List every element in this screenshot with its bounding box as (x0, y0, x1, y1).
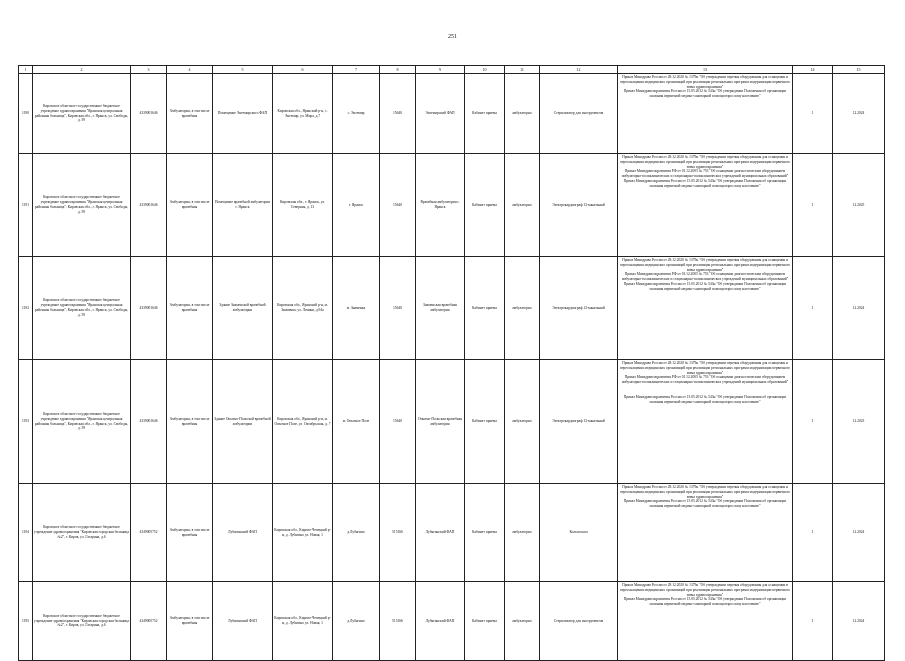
premises-cell: Помещение Энтемирского ФАП (213, 74, 273, 154)
deadline-cell: 12.2024 (833, 74, 885, 154)
premises-cell: Помещение врачебной амбулатории г. Яранск (213, 154, 273, 257)
quantity-cell: 1 (793, 582, 833, 661)
premises-cell: Лубягинский ФАП (213, 484, 273, 582)
equipment-name-cell: Электрокардиограф 12-канальный (540, 257, 618, 360)
unit-name-cell: Опытно-Польская врачебная амбулатория (416, 360, 465, 484)
regulatory-documents-cell (618, 74, 793, 154)
facility-type-cell: Амбулатория, в том числе врачебная (167, 484, 213, 582)
table-row (19, 74, 885, 154)
row-number-cell: 1195 (19, 582, 33, 661)
column-number-3: 3 (131, 66, 167, 74)
regulatory-document: Приказ Минздравсоцразвития РФ от 01.12.2005 № 753 "Об оснащении диагностическим оборудованием амбулаторно-поликлинических и стационарно-поликлинических учреждений муниципальных образований" (621, 375, 789, 385)
address-cell: Кировская обл., Яранский р-н, м. Опытное Поле, ул. Октябрьская, д. 7 (273, 360, 333, 484)
organization-cell: Кировское областное государственное бюджетное учреждение здравоохранения "Кировская городская больница №2", г. Киров, ул. Гагарина, д.6 (33, 484, 131, 582)
address-cell: Кировская обл., г. Яранск, ул. Северная, д. 13 (273, 154, 333, 257)
column-number-8: 8 (380, 66, 416, 74)
row-number-cell: 1192 (19, 257, 33, 360)
regulatory-document: Приказ Минздравсоцразвития России от 15.05.2012 № 543н "Об утверждении Положения об организации оказания первичной медико-санитарной помощи взрослому населению" (623, 394, 787, 404)
inn-cell: 4349005752 (131, 582, 167, 661)
locality-code-cell: 515166 (380, 484, 416, 582)
care-conditions-cell: амбулаторно (505, 484, 540, 582)
regulatory-document: Приказ Минздрава России от 28.12.2020 № 1379н "Об утверждении перечня оборудования для оснащения и переоснащения медицинских организаций при реализации региональных программ модернизации первичного звена здравоохранения" (620, 258, 790, 272)
room-cell: Кабинет приема (465, 360, 505, 484)
locality-cell: м. Знаменка (333, 257, 380, 360)
premises-cell: Лубягинский ФАП (213, 582, 273, 661)
locality-cell: д.Лубягино (333, 582, 380, 661)
regulatory-document: Приказ Минздравсоцразвития России от 15.05.2012 № 543н "Об утверждении Положения об организации оказания первичной медико-санитарной помощи взрослому населению" (623, 89, 787, 99)
equipment-name-cell: Электрокардиограф 12-канальный (540, 360, 618, 484)
column-number-14: 14 (793, 66, 833, 74)
equipment-name-cell: Кольпоскоп (540, 484, 618, 582)
address-cell: Кировская обл., Кирово-Чепецкий р-н, д. Лубягино ул. Новая, 1 (273, 484, 333, 582)
room-cell: Кабинет приема (465, 257, 505, 360)
regulatory-documents-cell (618, 484, 793, 582)
regulatory-document: Приказ Минздравсоцразвития России от 15.05.2012 № 543н "Об утверждении Положения об организации оказания первичной медико-санитарной помощи взрослому населению" (623, 178, 787, 188)
deadline-cell: 12.2025 (833, 154, 885, 257)
column-number-4: 4 (167, 66, 213, 74)
premises-cell: Здание Опытно-Польской врачебной амбулатории (213, 360, 273, 484)
care-conditions-cell: амбулаторно (505, 257, 540, 360)
quantity-cell: 1 (793, 74, 833, 154)
locality-code-cell: 15640 (380, 154, 416, 257)
facility-type-cell: Амбулатория, в том числе врачебная (167, 74, 213, 154)
premises-cell: Здание Знаменской врачебной амбулатории (213, 257, 273, 360)
column-number-11: 11 (505, 66, 540, 74)
deadline-cell: 12.2024 (833, 484, 885, 582)
organization-cell: Кировское областное государственное бюджетное учреждение здравоохранения "Кировская городская больница №2", г. Киров, ул. Гагарина, д.6 (33, 582, 131, 661)
unit-name-cell: Лубягинский ФАП (416, 484, 465, 582)
table-row (19, 257, 885, 360)
table-row (19, 582, 885, 661)
care-conditions-cell: амбулаторно (505, 74, 540, 154)
room-cell: Кабинет приема (465, 484, 505, 582)
facility-type-cell: Амбулатория, в том числе врачебная (167, 154, 213, 257)
row-number-cell: 1194 (19, 484, 33, 582)
locality-code-cell: 515166 (380, 582, 416, 661)
row-number-cell: 1191 (19, 154, 33, 257)
quantity-cell: 1 (793, 360, 833, 484)
equipment-register-table (18, 65, 885, 661)
column-number-row (19, 66, 885, 74)
regulatory-document: Приказ Минздрава России от 28.12.2020 № 1379н "Об утверждении перечня оборудования для оснащения и переоснащения медицинских организаций при реализации региональных программ модернизации первичного звена здравоохранения" (620, 155, 790, 169)
column-number-7: 7 (333, 66, 380, 74)
regulatory-document: Приказ Минздравсоцразвития России от 15.05.2012 № 543н "Об утверждении Положения об организации оказания первичной медико-санитарной помощи взрослому населению" (623, 281, 787, 291)
deadline-cell: 12.2024 (833, 582, 885, 661)
equipment-name-cell: Стерилизатор для инструментов (540, 582, 618, 661)
deadline-cell: 12.2023 (833, 360, 885, 484)
page-number: 251 (448, 34, 457, 40)
address-cell: Кировская обл., Кирово-Чепецкий р-н, д. Лубягино ул. Новая, 1 (273, 582, 333, 661)
locality-cell: м. Опытное Поле (333, 360, 380, 484)
inn-cell: 4339001646 (131, 257, 167, 360)
locality-cell: с. Энтемир (333, 74, 380, 154)
column-number-6: 6 (273, 66, 333, 74)
facility-type-cell: Амбулатория, в том числе врачебная (167, 257, 213, 360)
inn-cell: 4339001646 (131, 74, 167, 154)
column-number-13: 13 (618, 66, 793, 74)
inn-cell: 4339001646 (131, 360, 167, 484)
regulatory-document: Приказ Минздравсоцразвития России от 15.05.2012 № 543н "Об утверждении Положения об организации оказания первичной медико-санитарной помощи взрослому населению" (623, 597, 787, 607)
locality-code-cell: 15640 (380, 74, 416, 154)
regulatory-document: Приказ Минздрава России от 28.12.2020 № 1379н "Об утверждении перечня оборудования для оснащения и переоснащения медицинских организаций при реализации региональных программ модернизации первичного звена здравоохранения" (620, 583, 790, 597)
address-cell: Кировская обл., Яранский р-н, с. Энтемир, ул. Мира, д.7 (273, 74, 333, 154)
table-row (19, 154, 885, 257)
organization-cell: Кировское областное государственное бюджетное учреждение здравоохранения "Яранская центральная районная больница", Кировская обл., г. Яранск, ул. Свободы, д. 59 (33, 257, 131, 360)
regulatory-document: Приказ Минздрава России от 28.12.2020 № 1379н "Об утверждении перечня оборудования для оснащения и переоснащения медицинских организаций при реализации региональных программ модернизации первичного звена здравоохранения" (620, 75, 790, 89)
unit-name-cell: Знаменская врачебная амбулатория (416, 257, 465, 360)
organization-cell: Кировское областное государственное бюджетное учреждение здравоохранения "Яранская центральная районная больница", Кировская обл., г. Яранск, ул. Свободы, д. 59 (33, 154, 131, 257)
quantity-cell: 1 (793, 484, 833, 582)
room-cell: Кабинет приема (465, 582, 505, 661)
column-number-15: 15 (833, 66, 885, 74)
address-cell: Кировская обл., Яранский р-н, м. Знаменка, ул. Ленина, д.94а (273, 257, 333, 360)
column-number-1: 1 (19, 66, 33, 74)
equipment-name-cell: Стерилизатор для инструментов (540, 74, 618, 154)
room-cell: Кабинет приема (465, 74, 505, 154)
row-number-cell: 1193 (19, 360, 33, 484)
regulatory-document: Приказ Минздравсоцразвития России от 15.05.2012 № 543н "Об утверждении Положения об организации оказания первичной медико-санитарной помощи взрослому населению" (623, 499, 787, 509)
unit-name-cell: Врачебная амбулатория г. Яранск (416, 154, 465, 257)
locality-code-cell: 15640 (380, 257, 416, 360)
table-row (19, 484, 885, 582)
room-cell: Кабинет приема (465, 154, 505, 257)
locality-code-cell: 15640 (380, 360, 416, 484)
care-conditions-cell: амбулаторно (505, 360, 540, 484)
unit-name-cell: Энтемирский ФАП (416, 74, 465, 154)
inn-cell: 4349005752 (131, 484, 167, 582)
regulatory-document: Приказ Минздрава России от 28.12.2020 № 1379н "Об утверждении перечня оборудования для оснащения и переоснащения медицинских организаций при реализации региональных программ модернизации первичного звена здравоохранения" (620, 361, 790, 375)
regulatory-documents-cell (618, 154, 793, 257)
locality-cell: д.Лубягино (333, 484, 380, 582)
regulatory-document: Приказ Минздрава России от 28.12.2020 № 1379н "Об утверждении перечня оборудования для оснащения и переоснащения медицинских организаций при реализации региональных программ модернизации первичного звена здравоохранения" (620, 485, 790, 499)
column-number-5: 5 (213, 66, 273, 74)
regulatory-documents-cell (618, 582, 793, 661)
locality-cell: г. Яранск (333, 154, 380, 257)
facility-type-cell: Амбулатория, в том числе врачебная (167, 582, 213, 661)
table-row (19, 360, 885, 484)
regulatory-documents-cell (618, 257, 793, 360)
regulatory-document: Приказ Минздравсоцразвития РФ от 01.12.2005 № 753 "Об оснащении диагностическим оборудованием амбулаторно-поликлинических и стационарно-поликлинических учреждений муниципальных образований" (621, 272, 789, 282)
regulatory-documents-cell (618, 360, 793, 484)
regulatory-document: Приказ Минздравсоцразвития РФ от 01.12.2005 № 753 "Об оснащении диагностическим оборудованием амбулаторно-поликлинических и стационарно-поликлинических учреждений муниципальных образований" (621, 169, 789, 179)
organization-cell: Кировское областное государственное бюджетное учреждение здравоохранения "Яранская центральная районная больница", Кировская обл., г. Яранск, ул. Свободы, д. 59 (33, 360, 131, 484)
quantity-cell: 1 (793, 154, 833, 257)
column-number-2: 2 (33, 66, 131, 74)
care-conditions-cell: амбулаторно (505, 154, 540, 257)
row-number-cell: 1190 (19, 74, 33, 154)
deadline-cell: 12.2024 (833, 257, 885, 360)
equipment-name-cell: Электрокардиограф 12-канальный (540, 154, 618, 257)
care-conditions-cell: амбулаторно (505, 582, 540, 661)
facility-type-cell: Амбулатория, в том числе врачебная (167, 360, 213, 484)
unit-name-cell: Лубягинский ФАП (416, 582, 465, 661)
column-number-10: 10 (465, 66, 505, 74)
organization-cell: Кировское областное государственное бюджетное учреждение здравоохранения "Яранская центральная районная больница", Кировская обл., г. Яранск, ул. Свободы, д. 59 (33, 74, 131, 154)
quantity-cell: 1 (793, 257, 833, 360)
inn-cell: 4339001646 (131, 154, 167, 257)
column-number-9: 9 (416, 66, 465, 74)
column-number-12: 12 (540, 66, 618, 74)
